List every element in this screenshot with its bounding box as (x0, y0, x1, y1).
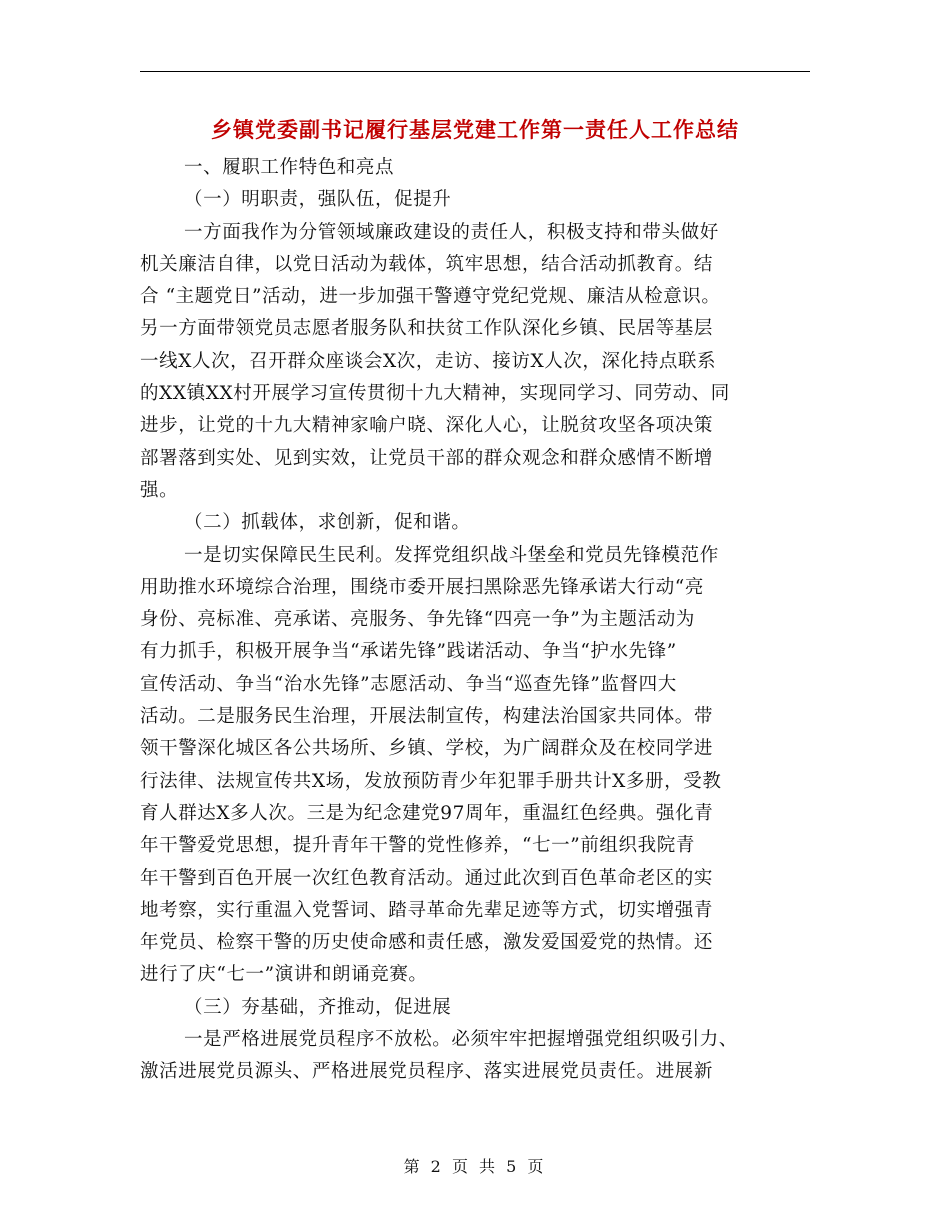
paragraph-line: 育人群达X多人次。三是为纪念建党97周年，重温红色经典。强化青 (140, 802, 714, 824)
paragraph-line: 用助推水环境综合治理，围绕市委开展扫黑除恶先锋承诺大行动“亮 (140, 576, 704, 598)
paragraph-line: 机关廉洁自律，以党日活动为载体，筑牢思想，结合活动抓教育。结 (140, 253, 714, 275)
paragraph-line: 活动。二是服务民生治理，开展法制宣传，构建法治国家共同体。带 (140, 706, 714, 728)
page-footer: 第 2 页 共 5 页 (403, 1157, 547, 1176)
subsection-heading: （一）明职责，强队伍，促提升 (184, 189, 452, 211)
paragraph-line: 行法律、法规宣传共X场，发放预防青少年犯罪手册共计X多册，受教 (140, 770, 722, 792)
subsection-heading: （二）抓载体，求创新，促和谐。 (184, 512, 471, 534)
paragraph-line: 另一方面带领党员志愿者服务队和扶贫工作队深化乡镇、民居等基层 (140, 318, 714, 340)
subsection-heading: （三）夯基础，齐推动，促进展 (184, 996, 452, 1018)
paragraph-line: 进行了庆“七一”演讲和朗诵竞赛。 (140, 964, 428, 986)
section-heading: 一、履职工作特色和亮点 (184, 157, 395, 178)
paragraph-line: 的XX镇XX村开展学习宣传贯彻十九大精神，实现同学习、同劳动、同 (140, 383, 730, 405)
paragraph-line: 合 “主题党日”活动，进一步加强干警遵守党纪党规、廉洁从检意识。 (140, 286, 721, 308)
document-title: 乡镇党委副书记履行基层党建工作第一责任人工作总结 (211, 117, 739, 142)
paragraph-line: 身份、亮标准、亮承诺、亮服务、争先锋“四亮一争”为主题活动为 (140, 609, 695, 631)
paragraph-line: 一是切实保障民生民利。发挥党组织战斗堡垒和党员先锋模范作 (184, 544, 719, 566)
paragraph-line: 年干警到百色开展一次红色教育活动。通过此次到百色革命老区的实 (140, 867, 714, 889)
paragraph-line: 一方面我作为分管领域廉政建设的责任人，积极支持和带头做好 (184, 221, 719, 243)
paragraph-line: 一是严格进展党员程序不放松。必须牢牢把握增强党组织吸引力、 (184, 1029, 738, 1051)
paragraph-line: 地考察，实行重温入党誓词、踏寻革命先辈足迹等方式，切实增强青 (140, 899, 714, 921)
header-rule (140, 71, 810, 72)
paragraph-line: 领干警深化城区各公共场所、乡镇、学校，为广阔群众及在校同学进 (140, 738, 714, 760)
paragraph-line: 激活进展党员源头、严格进展党员程序、落实进展党员责任。进展新 (140, 1061, 714, 1083)
paragraph-line: 强。 (140, 479, 179, 501)
paragraph-line: 宣传活动、争当“治水先锋”志愿活动、争当“巡查先锋”监督四大 (140, 673, 677, 695)
paragraph-line: 进步，让党的十九大精神家喻户晓、深化人心，让脱贫攻坚各项决策 (140, 415, 714, 437)
paragraph-line: 有力抓手，积极开展争当“承诺先锋”践诺活动、争当“护水先锋” (140, 641, 677, 663)
paragraph-line: 年党员、检察干警的历史使命感和责任感，激发爱国爱党的热情。还 (140, 932, 714, 954)
paragraph-line: 部署落到实处、见到实效，让党员干部的群众观念和群众感情不断增 (140, 447, 714, 469)
document-body (140, 152, 820, 1089)
paragraph-line: 年干警爱党思想，提升青年干警的党性修养，“七一”前组织我院青 (140, 835, 695, 857)
paragraph-line: 一线X人次，召开群众座谈会X次，走访、接访X人次，深化持点联系 (140, 350, 717, 372)
